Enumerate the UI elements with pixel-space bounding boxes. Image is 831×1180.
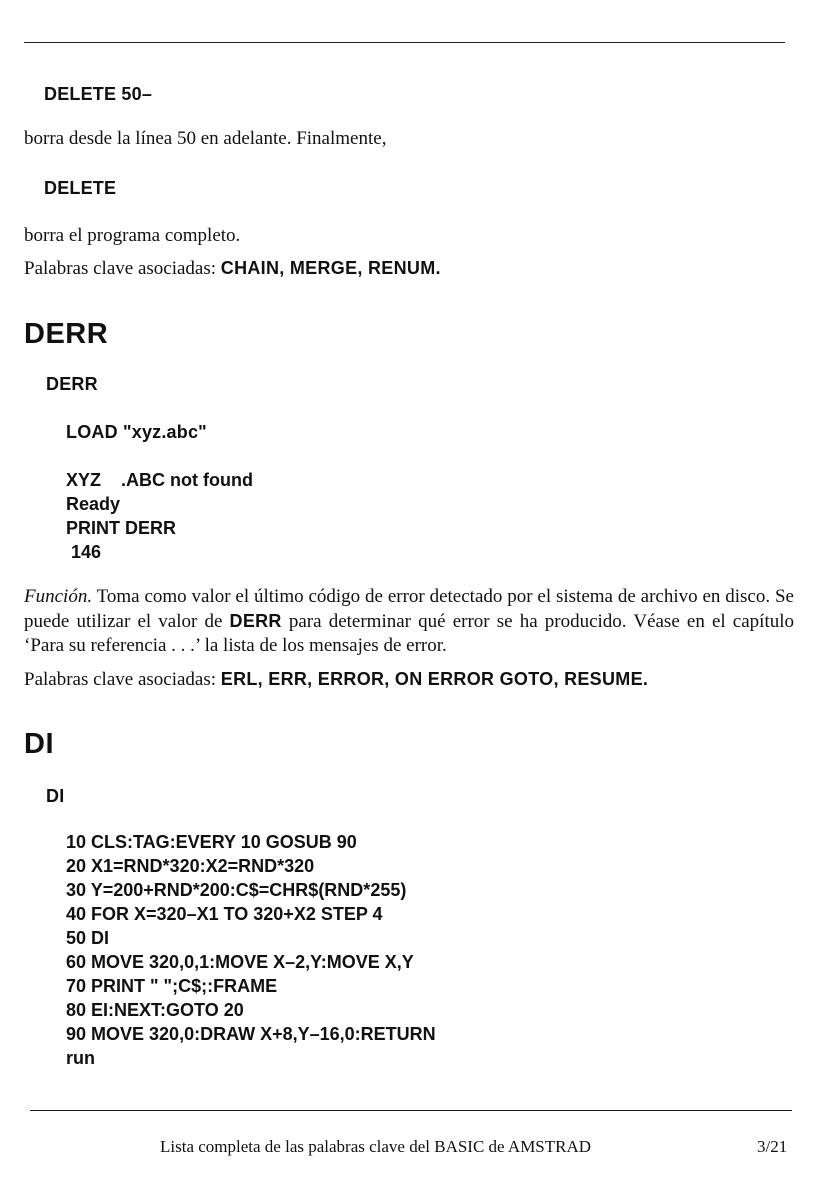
code-line: 50 DI <box>66 928 110 948</box>
code-line: 70 PRINT " ";C$;:FRAME <box>66 976 278 996</box>
code-line: 20 X1=RND*320:X2=RND*320 <box>66 856 315 876</box>
delete-example-2: DELETE <box>44 178 117 198</box>
function-label: Función. <box>24 586 93 607</box>
code-line: 10 CLS:TAG:EVERY 10 GOSUB 90 <box>66 832 357 852</box>
derr-function-paragraph <box>24 585 794 658</box>
top-rule <box>24 42 785 43</box>
page-number: 3/21 <box>757 1137 788 1156</box>
code-line: PRINT DERR <box>66 518 177 538</box>
derr-example-output <box>66 468 253 564</box>
footer-title: Lista completa de las palabras clave del BASIC de AMSTRAD <box>160 1137 592 1156</box>
derr-heading: DERR <box>24 318 109 350</box>
derr-example-line: LOAD "xyz.abc" <box>66 422 207 442</box>
assoc-keywords: CHAIN, MERGE, RENUM. <box>220 258 441 278</box>
derr-syntax: DERR <box>46 374 98 394</box>
code-line: 30 Y=200+RND*200:C$=CHR$(RND*255) <box>66 880 407 900</box>
function-text-b: para determinar qué error se ha producido. Véase en el capítulo ‘Para su referencia . . .’ la lista de los mensajes de error. <box>24 611 795 656</box>
function-text-a: Toma como valor el último código de error detectado por el sistema de archivo en disco. Se puede utilizar el valor de <box>24 586 794 632</box>
assoc-keywords: ERL, ERR, ERROR, ON ERROR GOTO, RESUME. <box>220 669 649 689</box>
code-line: Ready <box>66 494 121 514</box>
assoc-label: Palabras clave asociadas: <box>24 669 217 690</box>
code-line: 60 MOVE 320,0,1:MOVE X–2,Y:MOVE X,Y <box>66 952 414 972</box>
delete-text-1: borra desde la línea 50 en adelante. Finalmente, <box>24 128 387 149</box>
code-line: 40 FOR X=320–X1 TO 320+X2 STEP 4 <box>66 904 383 924</box>
delete-example-1: DELETE 50– <box>44 84 153 104</box>
di-code-listing <box>66 830 436 1070</box>
function-keyword: DERR <box>229 611 282 631</box>
di-syntax: DI <box>46 786 65 806</box>
code-line: 90 MOVE 320,0:DRAW X+8,Y–16,0:RETURN <box>66 1024 436 1044</box>
di-heading: DI <box>24 728 54 760</box>
delete-associated-keywords <box>24 258 441 280</box>
derr-associated-keywords <box>24 669 648 691</box>
bottom-rule <box>30 1110 792 1111</box>
delete-text-2: borra el programa completo. <box>24 225 241 246</box>
code-line: run <box>66 1048 95 1068</box>
code-line: XYZ .ABC not found <box>66 470 253 490</box>
assoc-label: Palabras clave asociadas: <box>24 258 217 279</box>
code-line: 146 <box>66 542 102 562</box>
code-line: 80 EI:NEXT:GOTO 20 <box>66 1000 244 1020</box>
